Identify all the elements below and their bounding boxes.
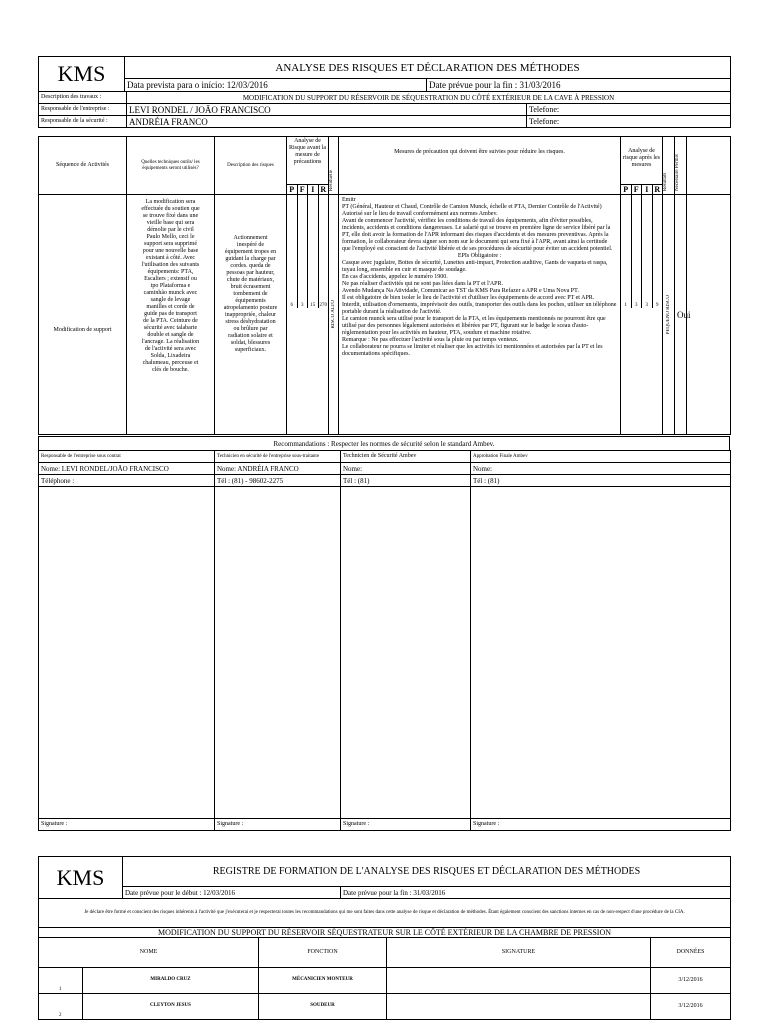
- approval-t4: Tél : (81): [471, 475, 731, 487]
- header-description: Description des risques: [215, 137, 287, 195]
- signature-1[interactable]: Signature :: [39, 819, 215, 831]
- p2-header: P: [621, 185, 632, 194]
- approval-n3: Nome:: [341, 463, 471, 475]
- col-nom: NOME: [39, 937, 259, 967]
- f2-header: F: [632, 185, 643, 194]
- approval-space1: [39, 487, 215, 819]
- resp-sec-value: ANDRÉIA FRANCO: [127, 116, 527, 128]
- risk-analysis-form: [38, 56, 730, 92]
- header-residual-cell: [329, 137, 339, 195]
- pfir-header-after: [621, 184, 662, 194]
- header-analyse-apres: [621, 137, 663, 195]
- header-residual: Résiduelle: [329, 169, 334, 191]
- header-blank: [687, 137, 731, 195]
- desc-value: MODIFICATION DU SUPPORT DU RÉSERVOIR DE SÉQUESTRATION DU CÔTÉ EXTÉRIEUR DE LA CAVE À PRESSION: [127, 92, 731, 104]
- row-p2: 1: [621, 195, 632, 308]
- col-donnees: DONNÉES: [651, 937, 731, 967]
- row-techniques: La modification sera effectuée du soutien que se trouve fixé dans une vieille base qui sera démolie par le civil Paulo Mello, ceci le support sera supprimé pour une nouvelle base existant à côté. Avec l'utilisation des suivants équipements: PTA, Escaliers ; extensif ou tpo Plataforma e caminhão munck avec sangle de levage manilles et corde de guide pas de transport de la PTA. Ceinture de sécurité avec talabarte double et sangle de l'ancrage. La réalisation de l'activité sera avec Solda, Lixadeira chalumeau, perceuse et clés de bouche.: [127, 195, 215, 435]
- resp-ent-tel: Telefone:: [527, 104, 731, 116]
- mesure-line: En cas d'accidents, appelez le numéro 1900.: [342, 274, 448, 280]
- mesure-line: EPIs Obligatoire :: [457, 253, 502, 259]
- analysis-table: [38, 136, 731, 435]
- header-sequence: Séquence de Activités: [39, 137, 127, 195]
- form-title: ANALYSE DES RISQUES ET DÉCLARATION DES MÉTHODES: [125, 57, 731, 79]
- row-date: 3/12/2016: [651, 967, 731, 993]
- mesure-line: PT (Général, Hauteur et Chaud, Contrôle de Camion Munck, échelle et PTA, Dernier Contrôle de l'Activité): [342, 204, 602, 210]
- mesure-line: Il est obligatoire de bien isoler le lieu de l'activité et d'utiliser les équipements de accord avec PT et APR.: [342, 295, 595, 301]
- header-techniques: Quelles techniques outils/ les équipements seront utilisés?: [127, 137, 215, 195]
- mesure-line: Ne pas réaliser d'activités qui ne sont pas liées dans la PT et l'APR.: [342, 281, 504, 287]
- info-table-wrap: [38, 91, 730, 128]
- row-num: 2: [39, 993, 83, 1019]
- row-date: 3/12/2016: [651, 993, 731, 1019]
- resp-ent-value: LEVI RONDEL / JOÃO FRANCISCO: [127, 104, 527, 116]
- row-residual: RISCO ALTO: [331, 300, 336, 329]
- header-analyse-avant-label: Analyse de Risque avant la mesure de précautions: [289, 138, 326, 165]
- row-pfir-before: [287, 195, 329, 435]
- row-residual2-cell: [663, 195, 675, 435]
- recommendation-table: [38, 436, 730, 451]
- mesure-line: Avant de commencer l'activité, vérifiez les conditions de travail des équipements, afin d'éviter possibles, incidents, accidents et conditions dangereuses. Le salarié qui se trouve en première ligne de service libéré par la PT, elle doit avoir la formation de l'APR informant des risques d'accidents et des mesures preventivas. Après la formation, le collaborateur devra signer son nom sur le document qui sera fixé à l'APR, avant ainsi la certitude que l'employé est conscient de l'activité libérée et de ses procédures de sécurité pour éviter un accident potentiel.: [342, 218, 613, 252]
- header-analyse-avant: [287, 137, 329, 195]
- approval-t1: Téléphone :: [39, 475, 215, 487]
- approval-h2: Technicien en sécurité de l'entreprise sous-traitante: [215, 451, 341, 463]
- approval-n1: Nome: LEVI RONDEL/JOÃO FRANCISCO: [39, 463, 215, 475]
- register-declaration: Je déclare être formé et conscient des risques inhérents à l'activité que j'exécuterai et je respecterai toutes les recommandations qui me sont faites dans cette analyse de risque et déclaration de méthodes. Étant également conscient des sanctions internes en cas de non-respect d'une procédure de la CIA.: [39, 899, 731, 927]
- row-sequence: Modification de support: [39, 195, 127, 435]
- header-analyse-apres-label: Analyse de risque après les mesures: [623, 148, 660, 168]
- desc-label: Description des travaux :: [39, 92, 127, 104]
- info-table: [38, 91, 731, 128]
- register-start: Date prévue pour le début : 12/03/2016: [123, 887, 341, 899]
- mesure-line: Interdit, utilisation d'ornements, imprévisoir des outils, transporter des outils dans les poches, utiliser un téléphone portable durant la réalisation de l'activité.: [342, 302, 617, 315]
- row-r: 270: [319, 303, 327, 308]
- i-header: I: [308, 185, 319, 194]
- row-nom: CLEYTON JESUS: [83, 993, 259, 1019]
- form-header-table: [38, 56, 731, 92]
- approval-table: [38, 450, 731, 831]
- row-nom: MIRALDO CRUZ: [83, 967, 259, 993]
- row-signature[interactable]: [387, 967, 651, 993]
- recommendation: Recommandations : Respecter les normes de sécurité selon le standard Ambev.: [39, 437, 730, 451]
- signature-4[interactable]: Signature :: [471, 819, 731, 831]
- row-fonction: MÉCANICIEN MONTEUR: [259, 967, 387, 993]
- header-necessaire-cell: [675, 137, 687, 195]
- row-f2: 3: [632, 195, 643, 308]
- mesure-line: Emitr: [342, 197, 356, 203]
- signature-2[interactable]: Signature :: [215, 819, 341, 831]
- register-table: [38, 927, 731, 1020]
- row-fonction: SOUDEUR: [259, 993, 387, 1019]
- row-num: 1: [39, 967, 83, 993]
- row-blank: [687, 195, 731, 435]
- row-description: Actionnement inespéré de équipement tropes en guidant la charge par cordes. queda de pessoas par hauteur, chute de matériaux, bruit écrasement tombement de équipements atropelamento posture inappropriée, chaleur stress déshydratation ou brûlure par radiation solaire et soldat, blessures superficiaux.: [215, 195, 287, 435]
- start-date: Data prevista para o início: 12/03/2016: [125, 79, 427, 92]
- approval-wrap: [38, 450, 730, 831]
- p-header: P: [287, 185, 298, 194]
- header-necessaire: Nécessaire Permis: [675, 154, 680, 191]
- row-permis: Oui: [675, 195, 687, 435]
- resp-sec-tel: Telefone:: [527, 116, 731, 128]
- row-residual-cell: [329, 195, 339, 435]
- register-title: REGISTRE DE FORMATION DE L'ANALYSE DES RISQUES ET DÉCLARATION DES MÉTHODES: [123, 857, 731, 887]
- register-subtitle: MODIFICATION DU SUPPORT DU RÉSERVOIR SÉQUESTRATEUR SUR LE CÔTÉ EXTÉRIEUR DE LA CHAMBRE DE PRESSION: [39, 927, 731, 937]
- signature-3[interactable]: Signature :: [341, 819, 471, 831]
- row-i: 15: [308, 195, 319, 308]
- row-mesures: [339, 195, 621, 435]
- row-residual2: PEQUENO RISCO: [666, 294, 671, 335]
- analysis-table-wrap: [38, 136, 730, 435]
- col-signature: SIGNATURE: [387, 937, 651, 967]
- approval-n2: Nome: ANDRÉIA FRANCO: [215, 463, 341, 475]
- table-row: [39, 967, 731, 993]
- row-p: 6: [287, 195, 298, 308]
- mesures-list: [342, 197, 617, 358]
- end-date: Date prévue pour la fin : 31/03/2016: [427, 79, 731, 92]
- col-fonction: FONCTION: [259, 937, 387, 967]
- mesure-line: Le collaborateur ne pourra se limiter et réaliser que les activités ici mentionnées et autorisées par la PT et les documentations spécifiques.: [342, 344, 603, 357]
- pfir-header-before: [287, 184, 328, 194]
- row-f: 3: [298, 195, 309, 308]
- approval-t3: Tél : (81): [341, 475, 471, 487]
- register-header-table: [38, 856, 731, 927]
- approval-space3: [341, 487, 471, 819]
- mesure-line: Le camion munck sera utilisé pour le transport de la PTA, et les équipements mentionnés ne pourront être que utilisé par des personnes légalement autorisées et libérées par PT, figurant sur le badge le sceau d'auto-réglementation pour les activités en hauteur, PTA, soudure et machine rotative.: [342, 316, 606, 336]
- kms-logo: KMS: [39, 57, 125, 92]
- header-resultat: Résultats: [663, 172, 668, 191]
- i2-header: I: [642, 185, 653, 194]
- approval-h3: Technicien de Sécurité Ambev: [341, 451, 471, 463]
- approval-h1: Responsable de l'entreprise sous contrat: [39, 451, 215, 463]
- row-i2: 3: [642, 195, 653, 308]
- resp-sec-label: Responsable de la sécurité :: [39, 116, 127, 128]
- register-end: Date prévue pour la fin : 31/03/2016: [341, 887, 731, 899]
- mesure-line: Autorisé sur le lieu de travail conformément aux normes Ambev.: [342, 211, 498, 217]
- mesure-line: Remarque : Ne pas effectuer l'activité sous la pluie ou par temps venteux.: [342, 337, 519, 343]
- row-pfir-after: [621, 195, 663, 435]
- approval-h4: Approbation Finale Ambev: [471, 451, 731, 463]
- header-mesures: Mesures de précaution qui doivent être suivies pour réduire les risques.: [339, 137, 621, 195]
- f-header: F: [298, 185, 309, 194]
- table-row: [39, 993, 731, 1019]
- training-register-form: [38, 856, 730, 1020]
- approval-space4: [471, 487, 731, 819]
- approval-n4: Nome:: [471, 463, 731, 475]
- mesure-line: Casque avec jugulaire, Bottes de sécurité, Lunettes anti-impact, Protection auditive, Gants de vaqueta et raspa, tuyau long, ensemble en cuir et masque de soudage.: [342, 260, 608, 273]
- recommendation-wrap: [38, 436, 730, 451]
- approval-space2: [215, 487, 341, 819]
- header-resultat-cell: [663, 137, 675, 195]
- kms-logo-2: KMS: [39, 857, 123, 899]
- r2-header: R: [654, 185, 661, 194]
- approval-t2: Tél : (81) - 98602-2275: [215, 475, 341, 487]
- mesure-line: Avendo Mudança Na Atividade, Comunicar ao TST da KMS Para Refazer a APR e Uma Nova PT.: [342, 288, 579, 294]
- r-header: R: [320, 185, 327, 194]
- resp-ent-label: Responsable de l'entreprise :: [39, 104, 127, 116]
- row-r2: 9: [656, 303, 659, 308]
- row-signature[interactable]: [387, 993, 651, 1019]
